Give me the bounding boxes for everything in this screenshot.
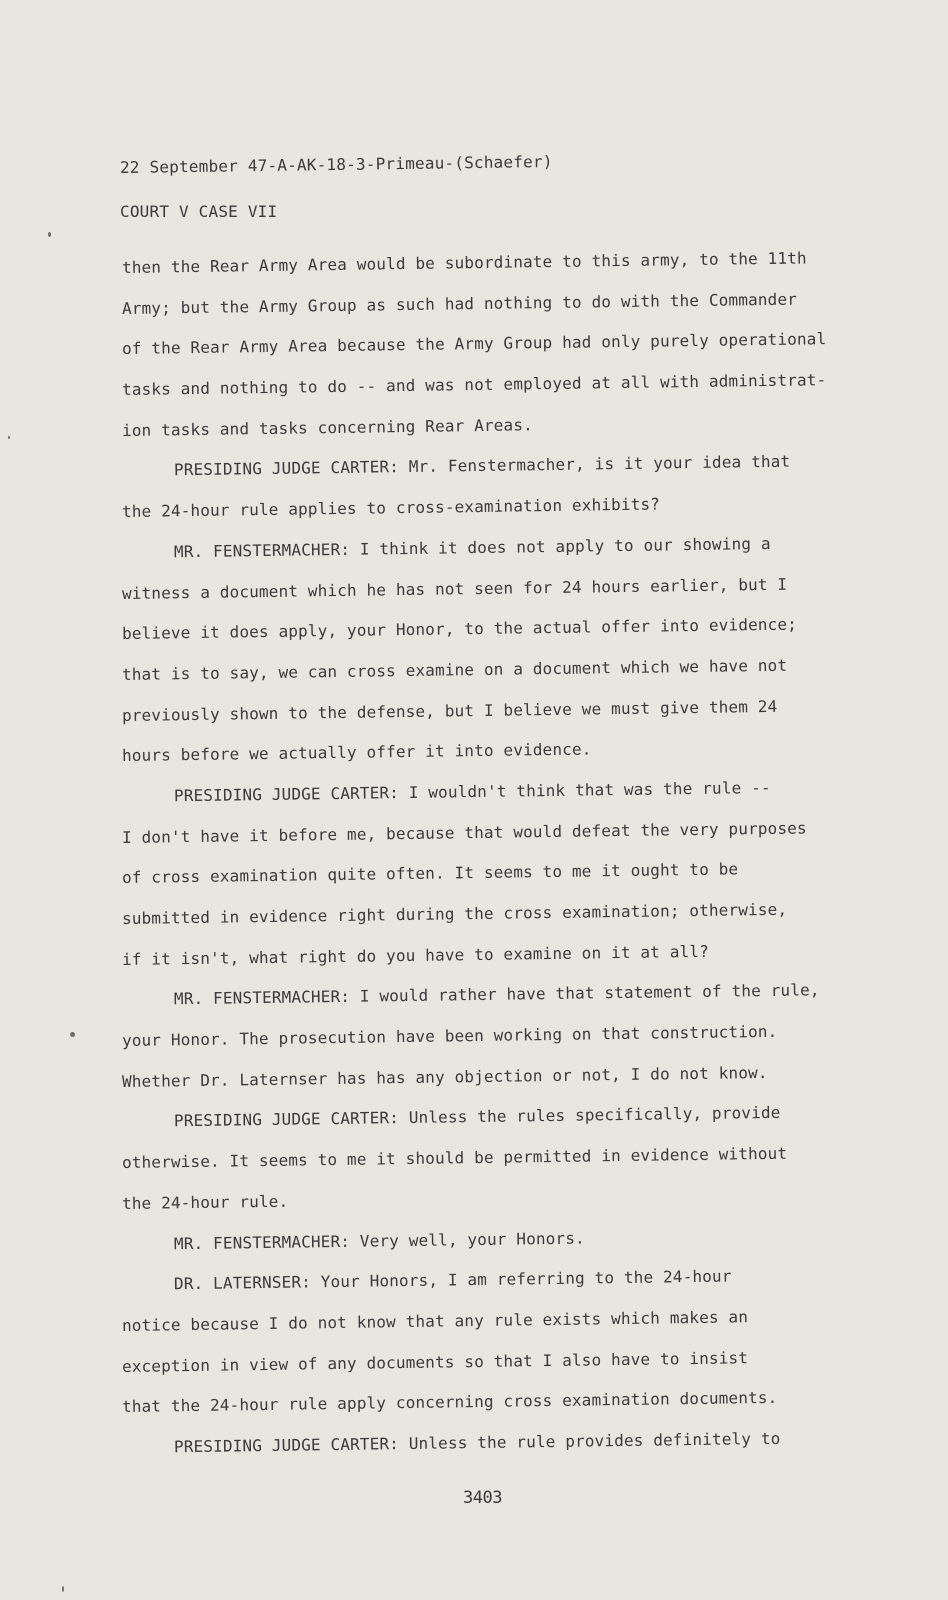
speaker-line: MR. FENSTERMACHER: Very well, your Honors. (173, 1228, 585, 1253)
transcript-line: Army; but the Army Group as such had nothing to do with the Commander (121, 289, 798, 318)
transcript-line: believe it does apply, your Honor, to the actual offer into evidence; (121, 614, 798, 644)
speaker-line: DR. LATERNSER: Your Honors, I am referring to the 24-hour (173, 1266, 732, 1294)
page-number: 3403 (463, 1488, 502, 1508)
speaker-line: PRESIDING JUDGE CARTER: I wouldn't think that was the rule -- (173, 777, 771, 806)
transcript-line: submitted in evidence right during the cross examination; otherwise, (121, 899, 788, 928)
document-header-court-case: COURT V CASE VII (120, 202, 278, 221)
transcript-line: exception in view of any documents so that I also have to insist (121, 1347, 749, 1376)
transcript-line: I don't have it before me, because that would defeat the very purposes (121, 818, 807, 847)
transcript-line: that the 24-hour rule apply concerning cross examination documents. (121, 1388, 778, 1417)
transcript-line: if it isn't, what right do you have to examine on it at all? (121, 941, 710, 969)
speaker-line: MR. FENSTERMACHER: I think it does not apply to our showing a (173, 533, 771, 562)
transcript-line: Whether Dr. Laternser has has any objection or not, I do not know. (121, 1062, 768, 1091)
paper-speck (62, 1586, 64, 1592)
transcript-line: the 24-hour rule applies to cross-examination exhibits? (121, 494, 661, 522)
transcript-line: ion tasks and tasks concerning Rear Areas. (121, 415, 533, 440)
transcript-line: witness a document which he has not seen for 24 hours earlier, but I (121, 574, 788, 603)
transcript-line: tasks and nothing to do -- and was not employed at all with administrat- (121, 370, 827, 400)
transcript-line: then the Rear Army Area would be subordinate to this army, to the 11th (121, 248, 807, 277)
transcript-line: previously shown to the defense, but I believe we must give them 24 (121, 696, 778, 725)
transcript-line: hours before we actually offer it into evidence. (121, 739, 592, 766)
paper-speck (70, 1032, 75, 1037)
transcript-body (122, 248, 862, 1469)
speaker-line: MR. FENSTERMACHER: I would rather have that statement of the rule, (173, 980, 820, 1009)
document-header-date-reference: 22 September 47-A-AK-18-3-Primeau-(Schaefer) (119, 151, 553, 177)
transcript-line: your Honor. The prosecution have been working on that construction. (121, 1021, 778, 1051)
paper-speck (8, 436, 10, 439)
transcript-line: of the Rear Army Area because the Army Group had only purely operational (121, 329, 827, 359)
transcript-line: notice because I do not know that any rule exists which makes an (121, 1307, 749, 1335)
speaker-line: PRESIDING JUDGE CARTER: Unless the rule provides definitely to (173, 1428, 781, 1457)
transcript-line: otherwise. It seems to me it should be permitted in evidence without (121, 1143, 788, 1173)
speaker-line: PRESIDING JUDGE CARTER: Unless the rules specifically, provide (173, 1103, 781, 1131)
transcript-line: that is to say, we can cross examine on a document which we have not (121, 655, 788, 684)
paper-speck (48, 232, 51, 237)
transcript-line: of cross examination quite often. It seems to me it ought to be (121, 859, 739, 888)
transcript-line: the 24-hour rule. (121, 1191, 289, 1213)
speaker-line: PRESIDING JUDGE CARTER: Mr. Fenstermacher, is it your idea that (173, 452, 791, 480)
